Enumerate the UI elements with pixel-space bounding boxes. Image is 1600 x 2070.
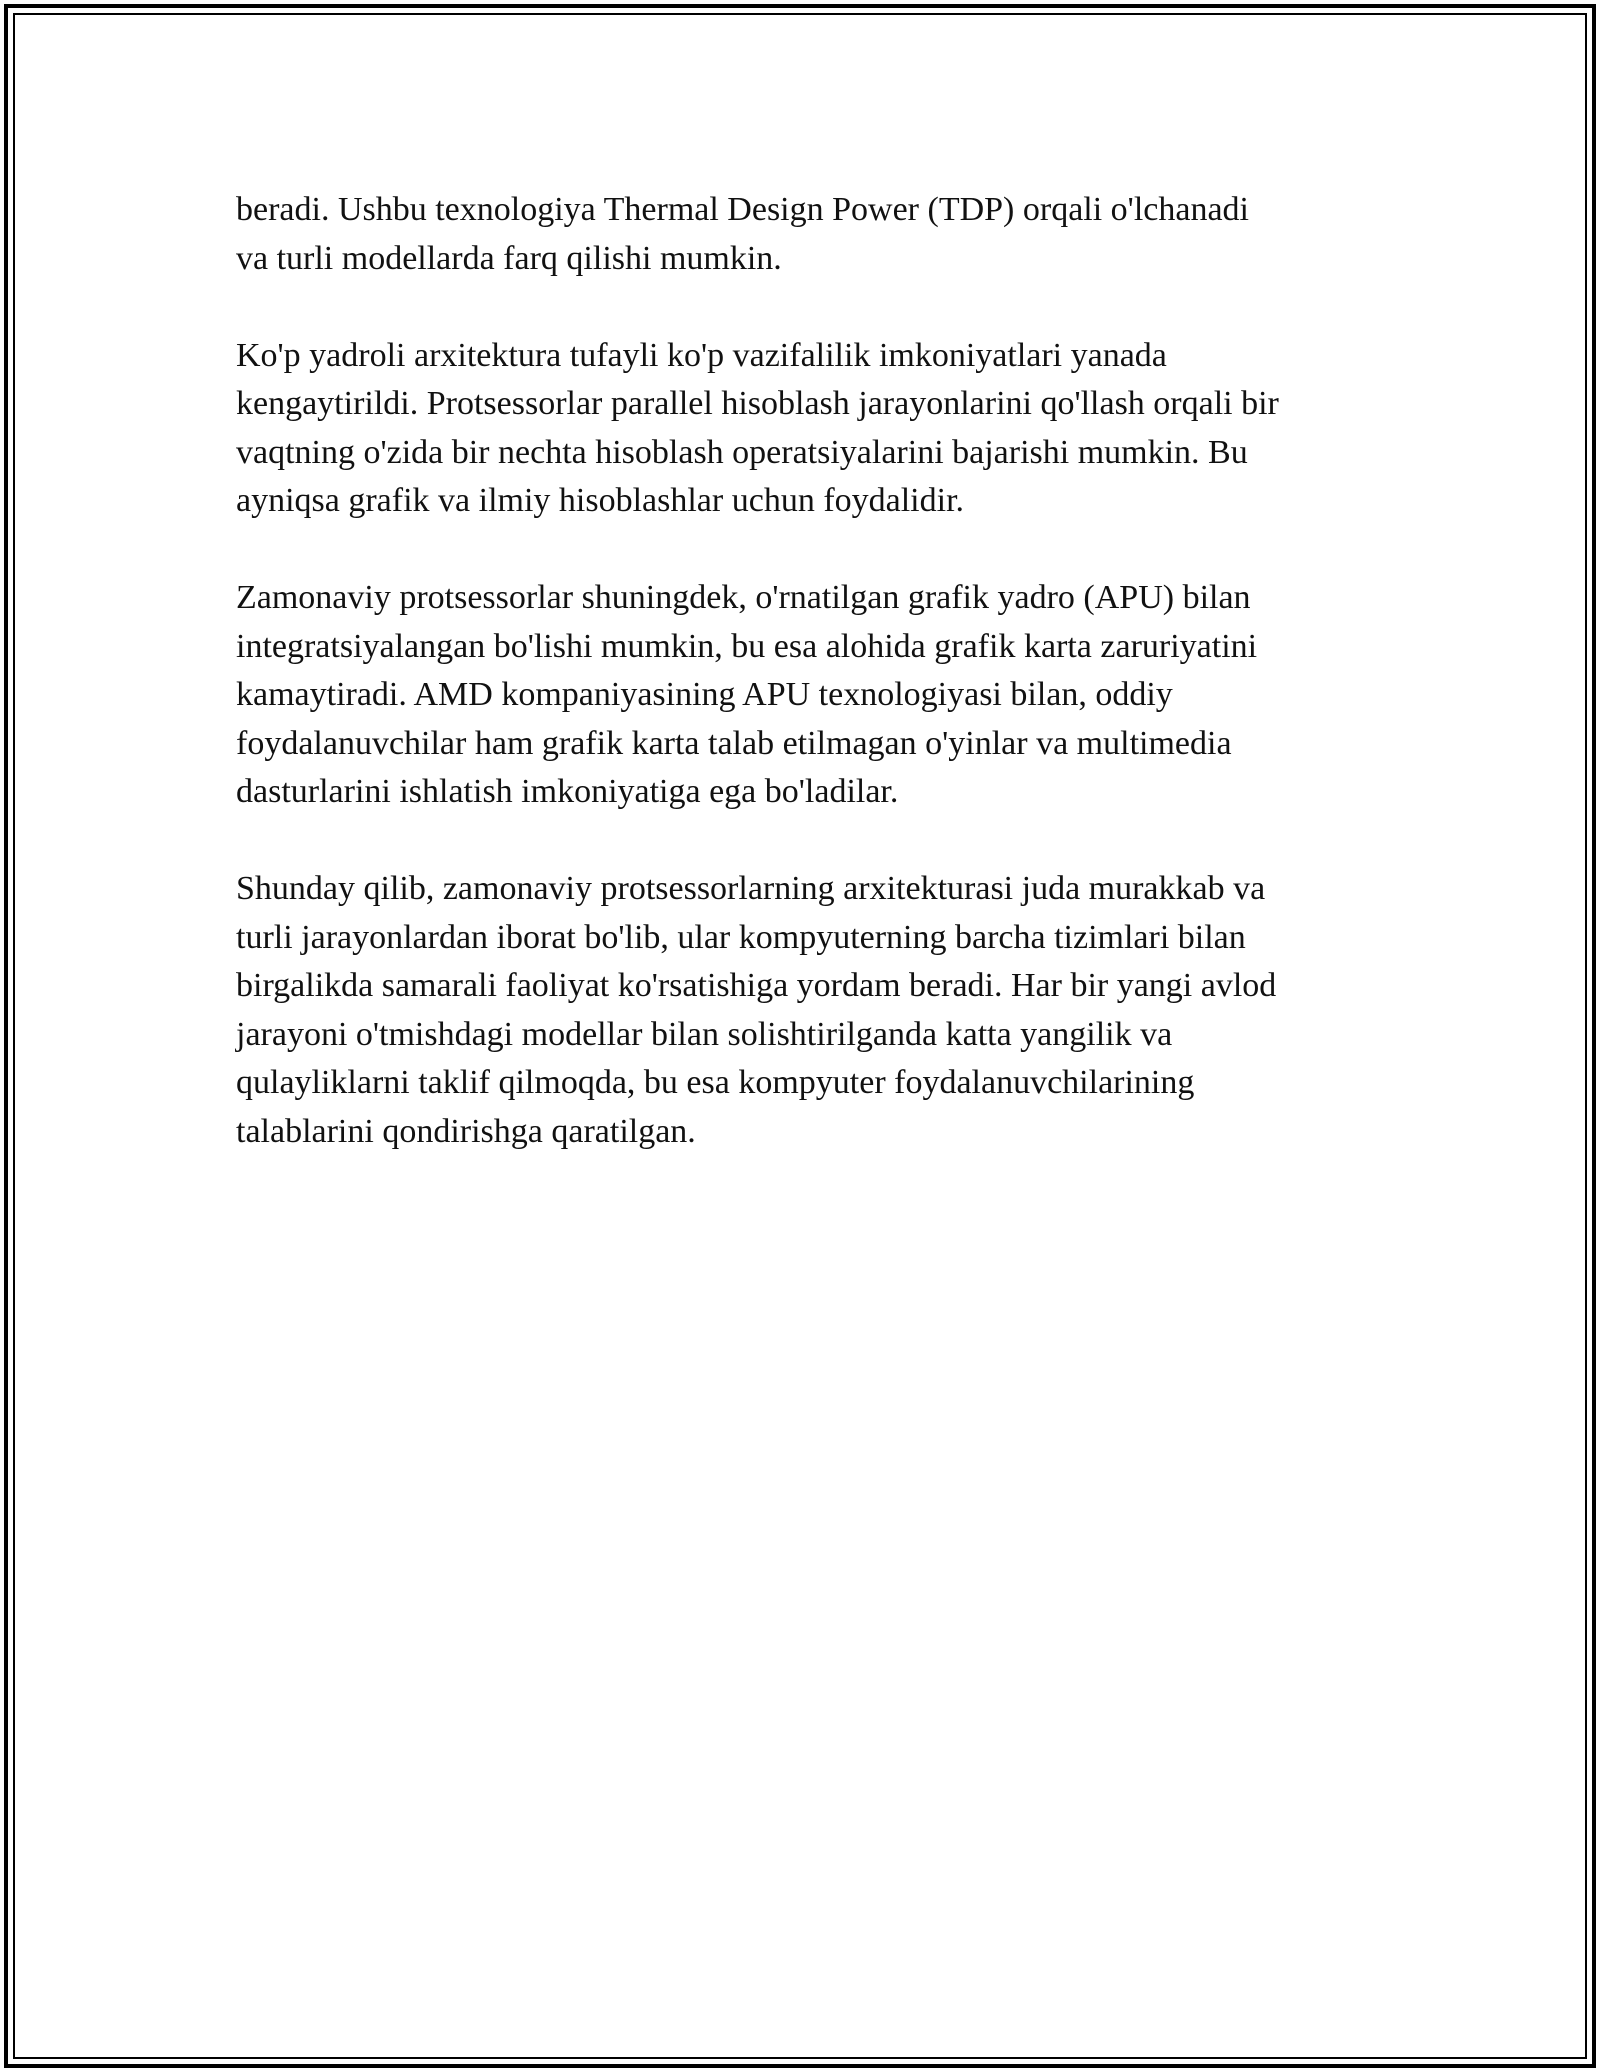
paragraph-4: Shunday qilib, zamonaviy protsessorlarning arxitekturasi juda murakkab va turli jarayonlardan iborat bo'lib, ular kompyuterning barcha tizimlari bilan birgalikda samarali faoliyat ko'rsatishiga yordam beradi. Har bir yangi avlod jarayoni o'tmishdagi modellar bilan solishtirilganda katta yangilik va qulayliklarni taklif qilmoqda, bu esa kompyuter foydalanuvchilarining talablarini qondirishga qaratilgan. xyxy=(236,870,1277,1150)
document-body xyxy=(236,186,1376,1205)
paragraph-3: Zamonaviy protsessorlar shuningdek, o'rnatilgan grafik yadro (APU) bilan integratsiyalangan bo'lishi mumkin, bu esa alohida grafik karta zaruriyatini kamaytiradi. AMD kompaniyasining APU texnologiyasi bilan, oddiy foydalanuvchilar ham grafik karta talab etilmagan o'yinlar va multimedia dasturlarini ishlatish imkoniyatiga ega bo'ladilar. xyxy=(236,579,1258,810)
paragraph-1: beradi. Ushbu texnologiya Thermal Design Power (TDP) orqali o'lchanadi va turli modellarda farq qilishi mumkin. xyxy=(236,191,1249,277)
paragraph-2: Ko'p yadroli arxitektura tufayli ko'p vazifalilik imkoniyatlari yanada kengaytirildi. Protsessorlar parallel hisoblash jarayonlarini qo'llash orqali bir vaqtning o'zida bir nechta hisoblash operatsiyalarini bajarishi mumkin. Bu ayniqsa grafik va ilmiy hisoblashlar uchun foydalidir. xyxy=(236,336,1279,519)
